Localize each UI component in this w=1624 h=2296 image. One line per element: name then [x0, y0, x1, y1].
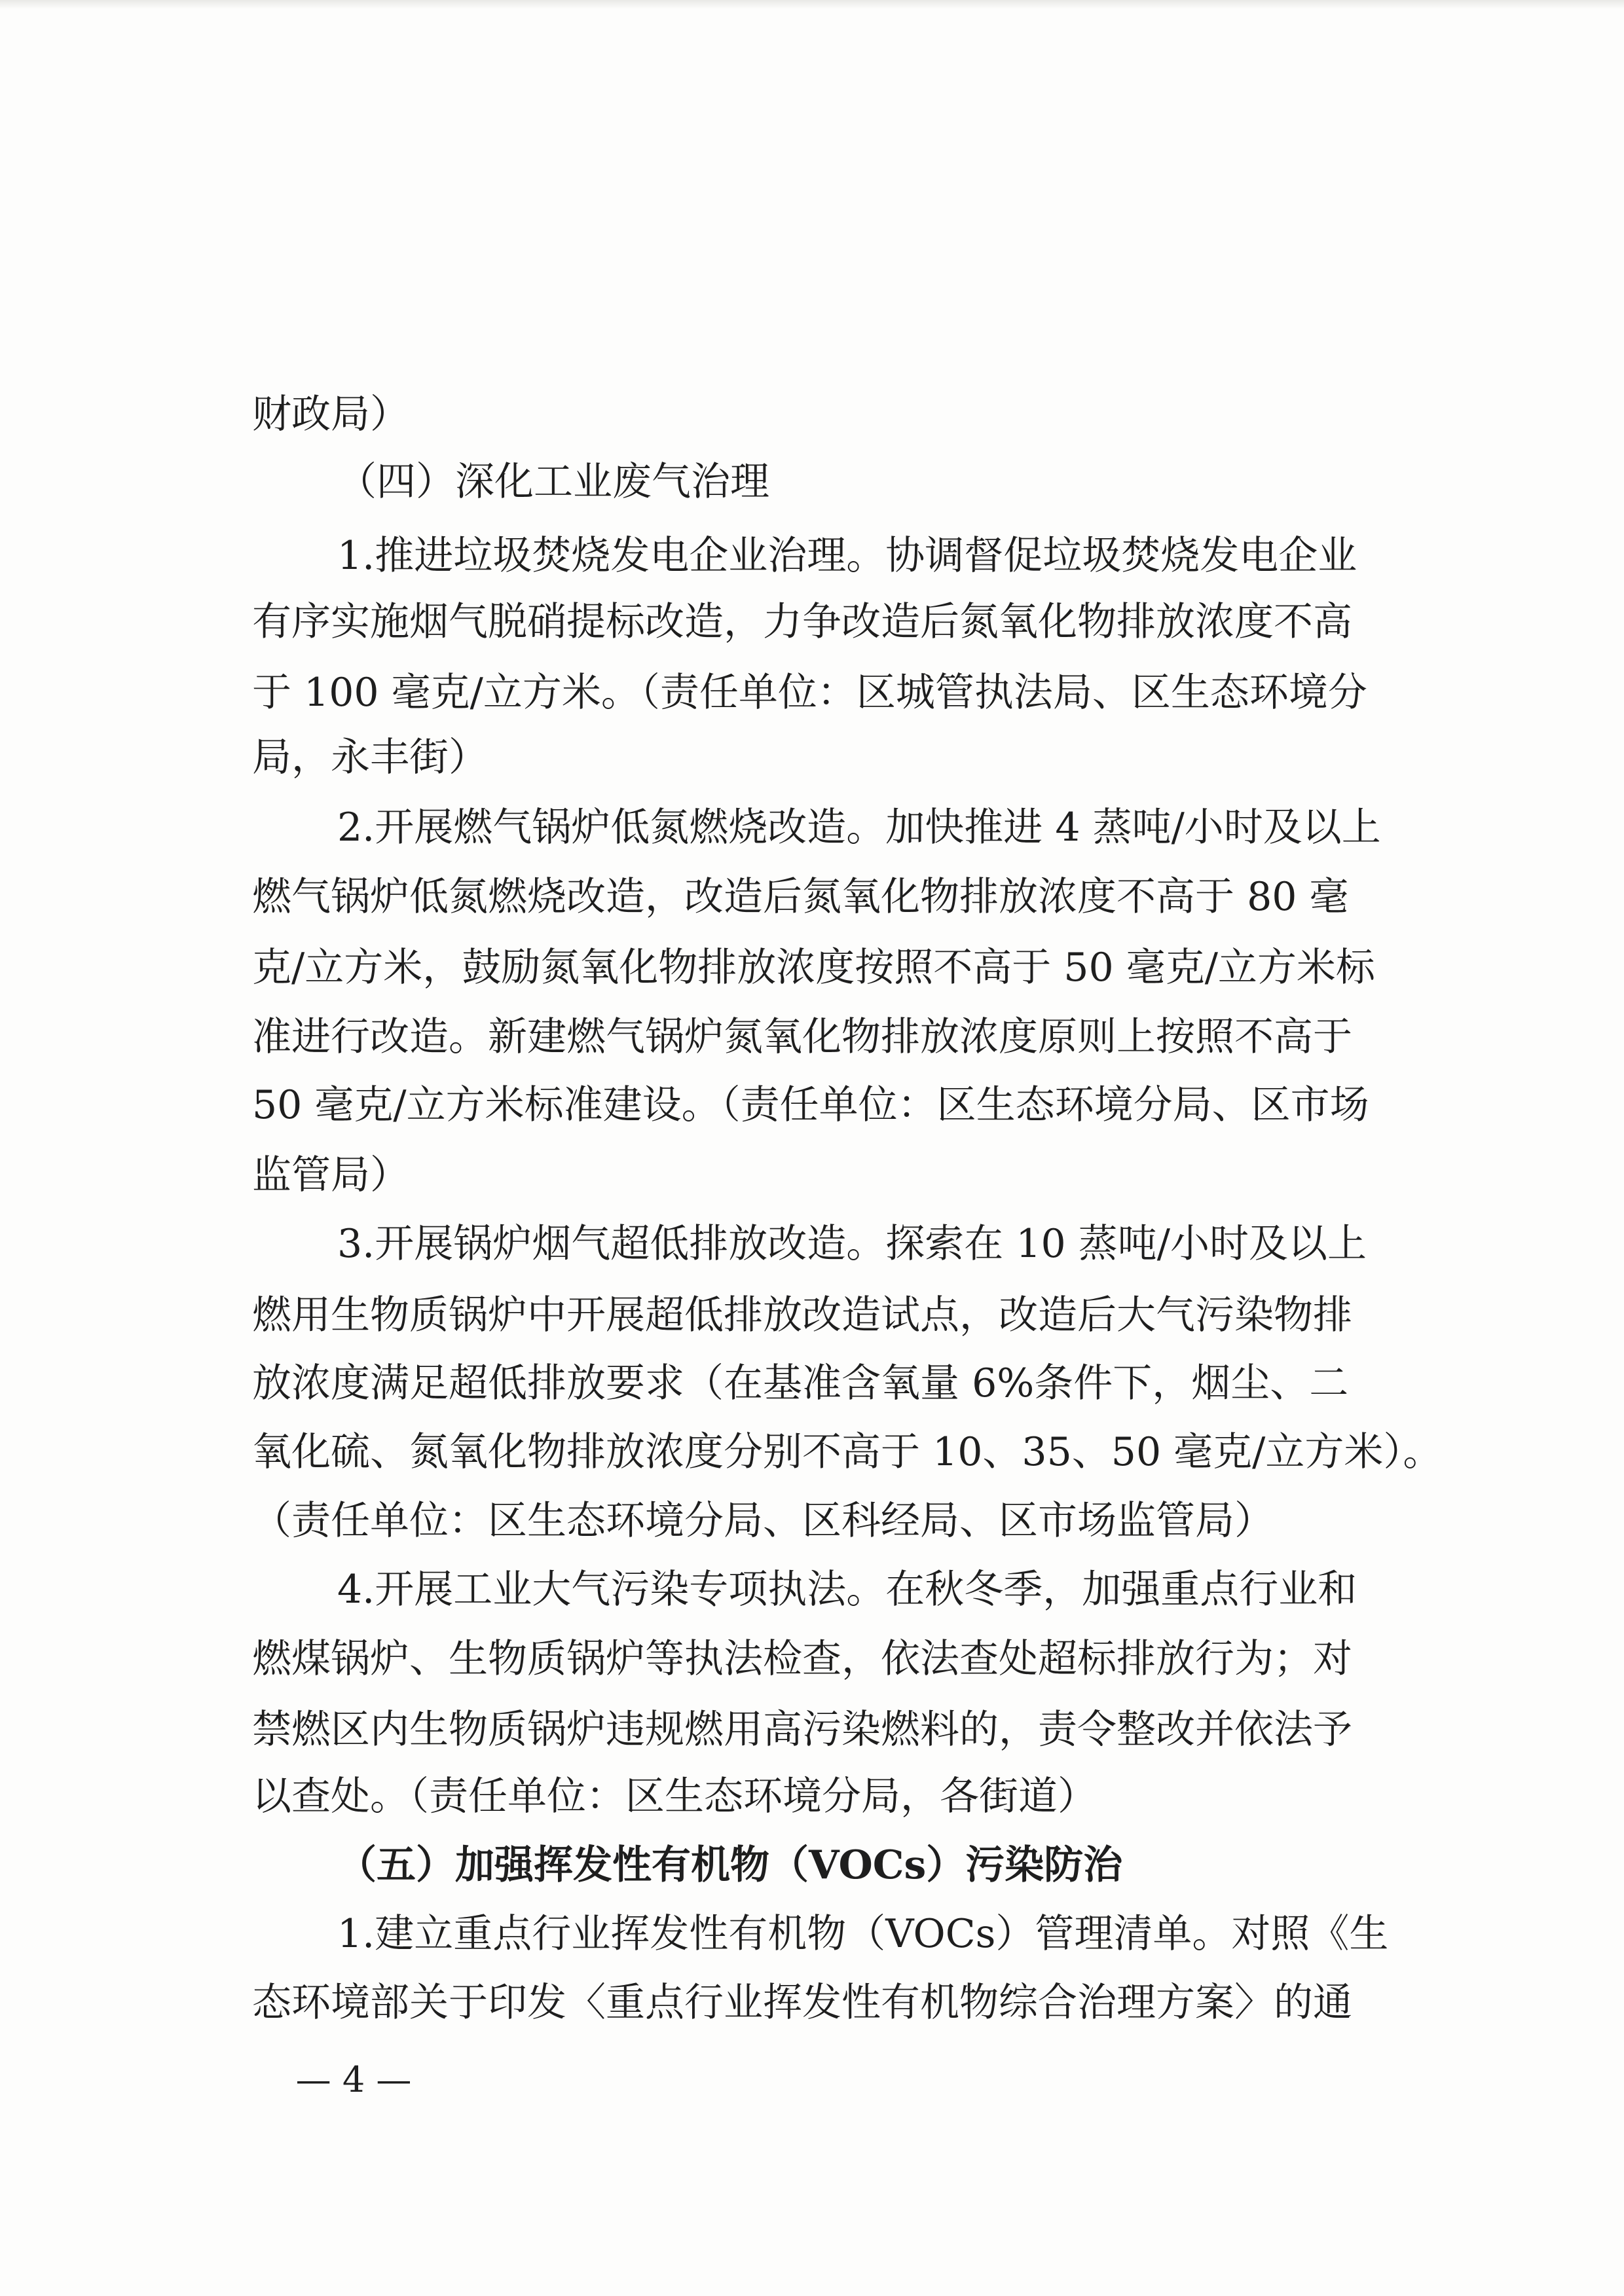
text-line: 氧化硫、氮氧化物排放浓度分别不高于 10、35、50 毫克/立方米）。: [252, 1429, 1443, 1475]
text-line: 有序实施烟气脱硝提标改造，力争改造后氮氧化物排放浓度不高: [252, 599, 1352, 645]
text-line: （责任单位：区生态环境分局、区科经局、区市场监管局）: [252, 1498, 1274, 1544]
text-line: 3.开展锅炉烟气超低排放改造。探索在 10 蒸吨/小时及以上: [337, 1221, 1367, 1267]
text-line: 燃煤锅炉、生物质锅炉等执法检查，依法查处超标排放行为；对: [252, 1636, 1352, 1682]
text-line: 财政局）: [252, 392, 409, 437]
text-line: 2.开展燃气锅炉低氮燃烧改造。加快推进 4 蒸吨/小时及以上: [337, 805, 1381, 850]
text-line: 以查处。（责任单位：区生态环境分局，各街道）: [252, 1774, 1097, 1819]
text-line: 1.推进垃圾焚烧发电企业治理。协调督促垃圾焚烧发电企业: [337, 533, 1357, 579]
text-line: 克/立方米，鼓励氮氧化物排放浓度按照不高于 50 毫克/立方米标: [252, 945, 1375, 991]
text-line: 于 100 毫克/立方米。（责任单位：区城管执法局、区生态环境分: [252, 670, 1367, 716]
text-line: 1.建立重点行业挥发性有机物（VOCs）管理清单。对照《生: [337, 1911, 1389, 1957]
text-line: 燃气锅炉低氮燃烧改造，改造后氮氧化物排放浓度不高于 80 毫: [252, 874, 1349, 920]
text-line: 4.开展工业大气污染专项执法。在秋冬季，加强重点行业和: [337, 1567, 1357, 1613]
text-line: 禁燃区内生物质锅炉违规燃用高污染燃料的，责令整改并依法予: [252, 1707, 1352, 1753]
text-line: 态环境部关于印发〈重点行业挥发性有机物综合治理方案〉的通: [252, 1980, 1352, 2026]
section-heading-5: （五）加强挥发性有机物（VOCs）污染防治: [337, 1842, 1123, 1888]
page-number: — 4 —: [295, 2059, 412, 2100]
text-line: 50 毫克/立方米标准建设。（责任单位：区生态环境分局、区市场: [252, 1082, 1369, 1128]
text-line: 准进行改造。新建燃气锅炉氮氧化物排放浓度原则上按照不高于: [252, 1014, 1352, 1060]
text-line: 监管局）: [252, 1152, 409, 1198]
scan-edge-shadow: [0, 0, 1624, 9]
text-line: 放浓度满足超低排放要求（在基准含氧量 6%条件下，烟尘、二: [252, 1360, 1349, 1406]
text-line: 局，永丰街）: [252, 735, 488, 780]
section-heading-4: （四）深化工业废气治理: [337, 459, 769, 505]
text-line: 燃用生物质锅炉中开展超低排放改造试点，改造后大气污染物排: [252, 1292, 1352, 1338]
